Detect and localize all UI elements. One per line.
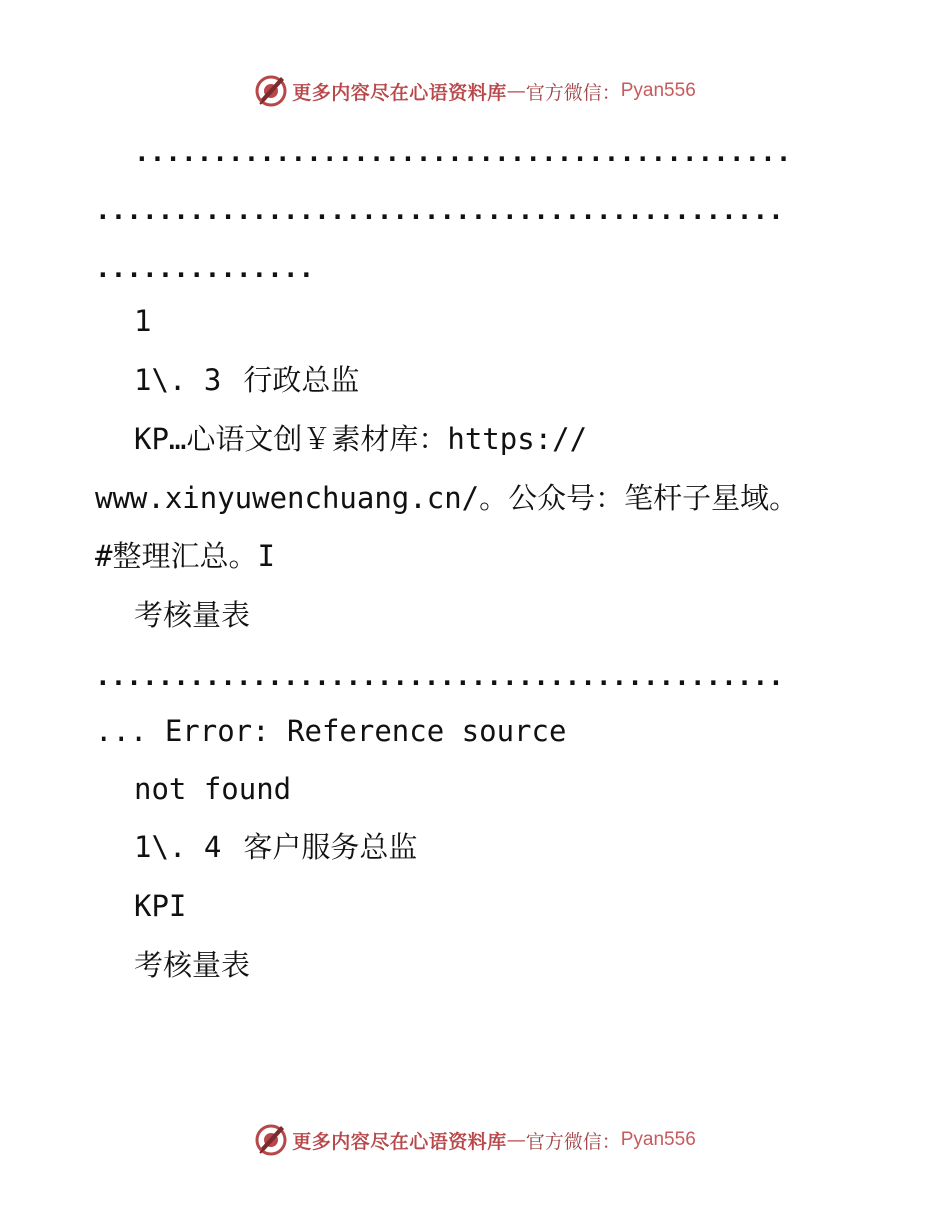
banner-wechat-label: 官方微信： — [525, 1130, 621, 1153]
banner-wechat-id: Pyan556 — [620, 1129, 696, 1150]
banner-separator: — — [506, 1129, 526, 1151]
section-title: 客户服务总监 — [243, 830, 418, 864]
quill-pen-seal-icon — [254, 74, 288, 108]
banner-wechat-label: 官方微信： — [525, 81, 621, 104]
kp-line: KP…心语文创￥素材库：https:// — [134, 422, 588, 456]
header-banner — [0, 71, 950, 111]
banner-text: 更多内容尽在心语资料库 — [292, 81, 507, 104]
error-line: ... Error: Reference source — [95, 714, 567, 748]
section-title: 行政总监 — [243, 363, 360, 397]
kpi-line: KPI — [134, 889, 187, 923]
not-found-line: not found — [134, 772, 292, 806]
scale-title: 考核量表 — [134, 598, 251, 632]
section-heading-1-4 — [134, 830, 417, 864]
banner-wechat-id: Pyan556 — [620, 80, 696, 101]
quill-pen-seal-icon — [254, 1123, 288, 1157]
url-line: www.xinyuwenchuang.cn/。公众号：笔杆子星域。 — [95, 481, 799, 515]
toc-dots-line: ............................................ — [95, 662, 784, 692]
footer-banner — [0, 1120, 950, 1160]
toc-dots-line: ............................................ — [95, 196, 784, 226]
summary-line: #整理汇总。I — [95, 539, 275, 573]
page-number: 1 — [134, 304, 152, 338]
scale-title: 考核量表 — [134, 948, 251, 982]
section-number: 1\. 4 — [134, 830, 222, 864]
banner-separator: — — [506, 80, 526, 102]
section-heading-1-3 — [134, 363, 359, 397]
section-number: 1\. 3 — [134, 363, 222, 397]
toc-dots-line: .............. — [95, 254, 315, 284]
toc-dots-line: .......................................... — [134, 138, 792, 168]
banner-text: 更多内容尽在心语资料库 — [292, 1130, 507, 1153]
